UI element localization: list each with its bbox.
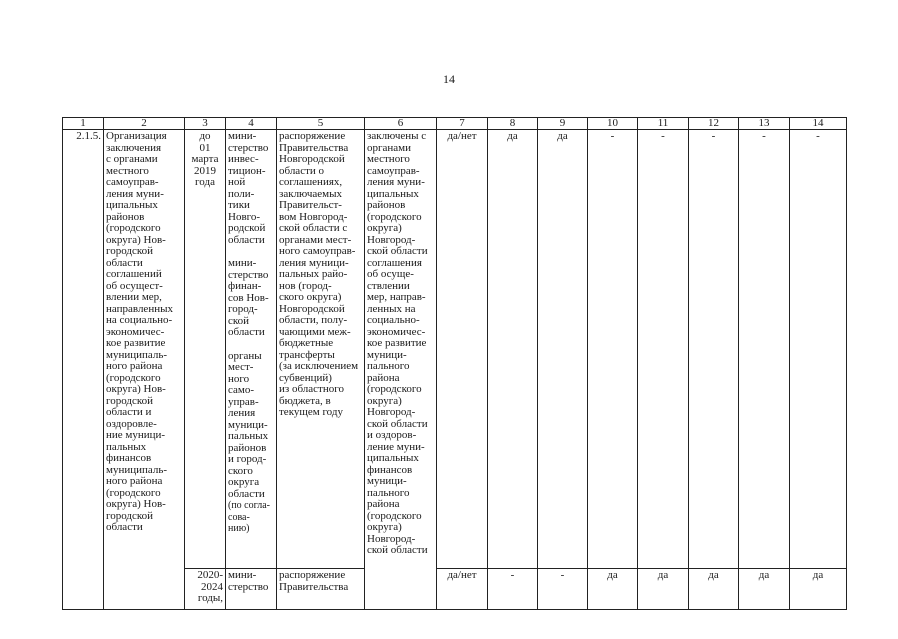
responsible-agencies: [226, 130, 277, 569]
value-cell: -: [689, 130, 739, 569]
col-number: 6: [365, 118, 437, 130]
col-number: 11: [638, 118, 689, 130]
col-number: 5: [277, 118, 365, 130]
agency-local-government-label: органы мест- ного само- управ- ления муници- пальных районов и город- ского округа области: [228, 349, 269, 500]
col-number: 8: [488, 118, 538, 130]
value-cell: да: [538, 130, 588, 569]
value-cell: да: [689, 569, 739, 610]
agency-local-government: [228, 351, 274, 535]
value-cell: -: [538, 569, 588, 610]
value-cell: да: [488, 130, 538, 569]
col-number: 12: [689, 118, 739, 130]
col-number: 10: [588, 118, 638, 130]
legal-document: распоряжение Правительства Новгородской области о соглашениях, заключаемых Правительст- вом Новгород- ской области с органами мест- ного самоуправ- ления муници- пальных райо- нов (город- ского округа) Новгородской области, полу- чающими меж- бюджетные трансферты (за исключением субвенций) из областного бюджета, в текущем году: [277, 130, 365, 569]
column-numbers-row: [63, 118, 847, 130]
page-number: 14: [443, 72, 455, 86]
value-cell: да: [588, 569, 638, 610]
agency-investment-ministry: мини- стерство инвес- тицион- ной поли- тики Новго- родской области: [228, 130, 269, 246]
col-number: 7: [437, 118, 488, 130]
col-number: 14: [790, 118, 847, 130]
value-cell: да/нет: [437, 130, 488, 569]
item-number: 2.1.5.: [63, 130, 104, 610]
col-number: 1: [63, 118, 104, 130]
col-number: 9: [538, 118, 588, 130]
value-cell: -: [638, 130, 689, 569]
col-number: 13: [739, 118, 790, 130]
value-cell: -: [739, 130, 790, 569]
value-cell: -: [588, 130, 638, 569]
value-cell: да: [739, 569, 790, 610]
activity-name: Организация заключения с органами местного самоуправ- ления муни- ципальных районов (городского округа) Нов- городской области соглашений об осущест- влении мер, направленных на социально- экономичес- кое развитие муниципаль- ного района (городского округа) Нов- городской области и оздоровле- ние муници- пальных финансов муниципаль- ного района (городского округа) Нов- городской области: [104, 130, 185, 610]
deadline: 2020- 2024 годы,: [185, 569, 226, 610]
col-number: 2: [104, 118, 185, 130]
value-cell: да/нет: [437, 569, 488, 610]
col-number: 3: [185, 118, 226, 130]
agreement-note: (по согла- сова- нию): [228, 500, 270, 534]
value-cell: -: [488, 569, 538, 610]
legal-document: распоряжение Правительства: [277, 569, 365, 610]
plan-table: [62, 117, 847, 610]
value-cell: да: [790, 569, 847, 610]
target-indicator: заключены с органами местного самоуправ- ления муни- ципальных районов (городского округа) Новгород- ской области соглашения об осуще- ствлении мер, направ- ленных на социально- экономичес- кое развитие муници- пального района (городского округа) Новгород- ской области и оздоров- ление муни- ципальных финансов муници- пального района (городского округа) Новгород- ской области: [365, 130, 437, 610]
responsible-agency: мини- стерство: [226, 569, 277, 610]
col-number: 4: [226, 118, 277, 130]
agency-finance-ministry: мини- стерство финан- сов Нов- город- ской области: [228, 257, 269, 338]
deadline: до 01 марта 2019 года: [185, 130, 226, 569]
value-cell: -: [790, 130, 847, 569]
table-row: [63, 130, 847, 569]
value-cell: да: [638, 569, 689, 610]
